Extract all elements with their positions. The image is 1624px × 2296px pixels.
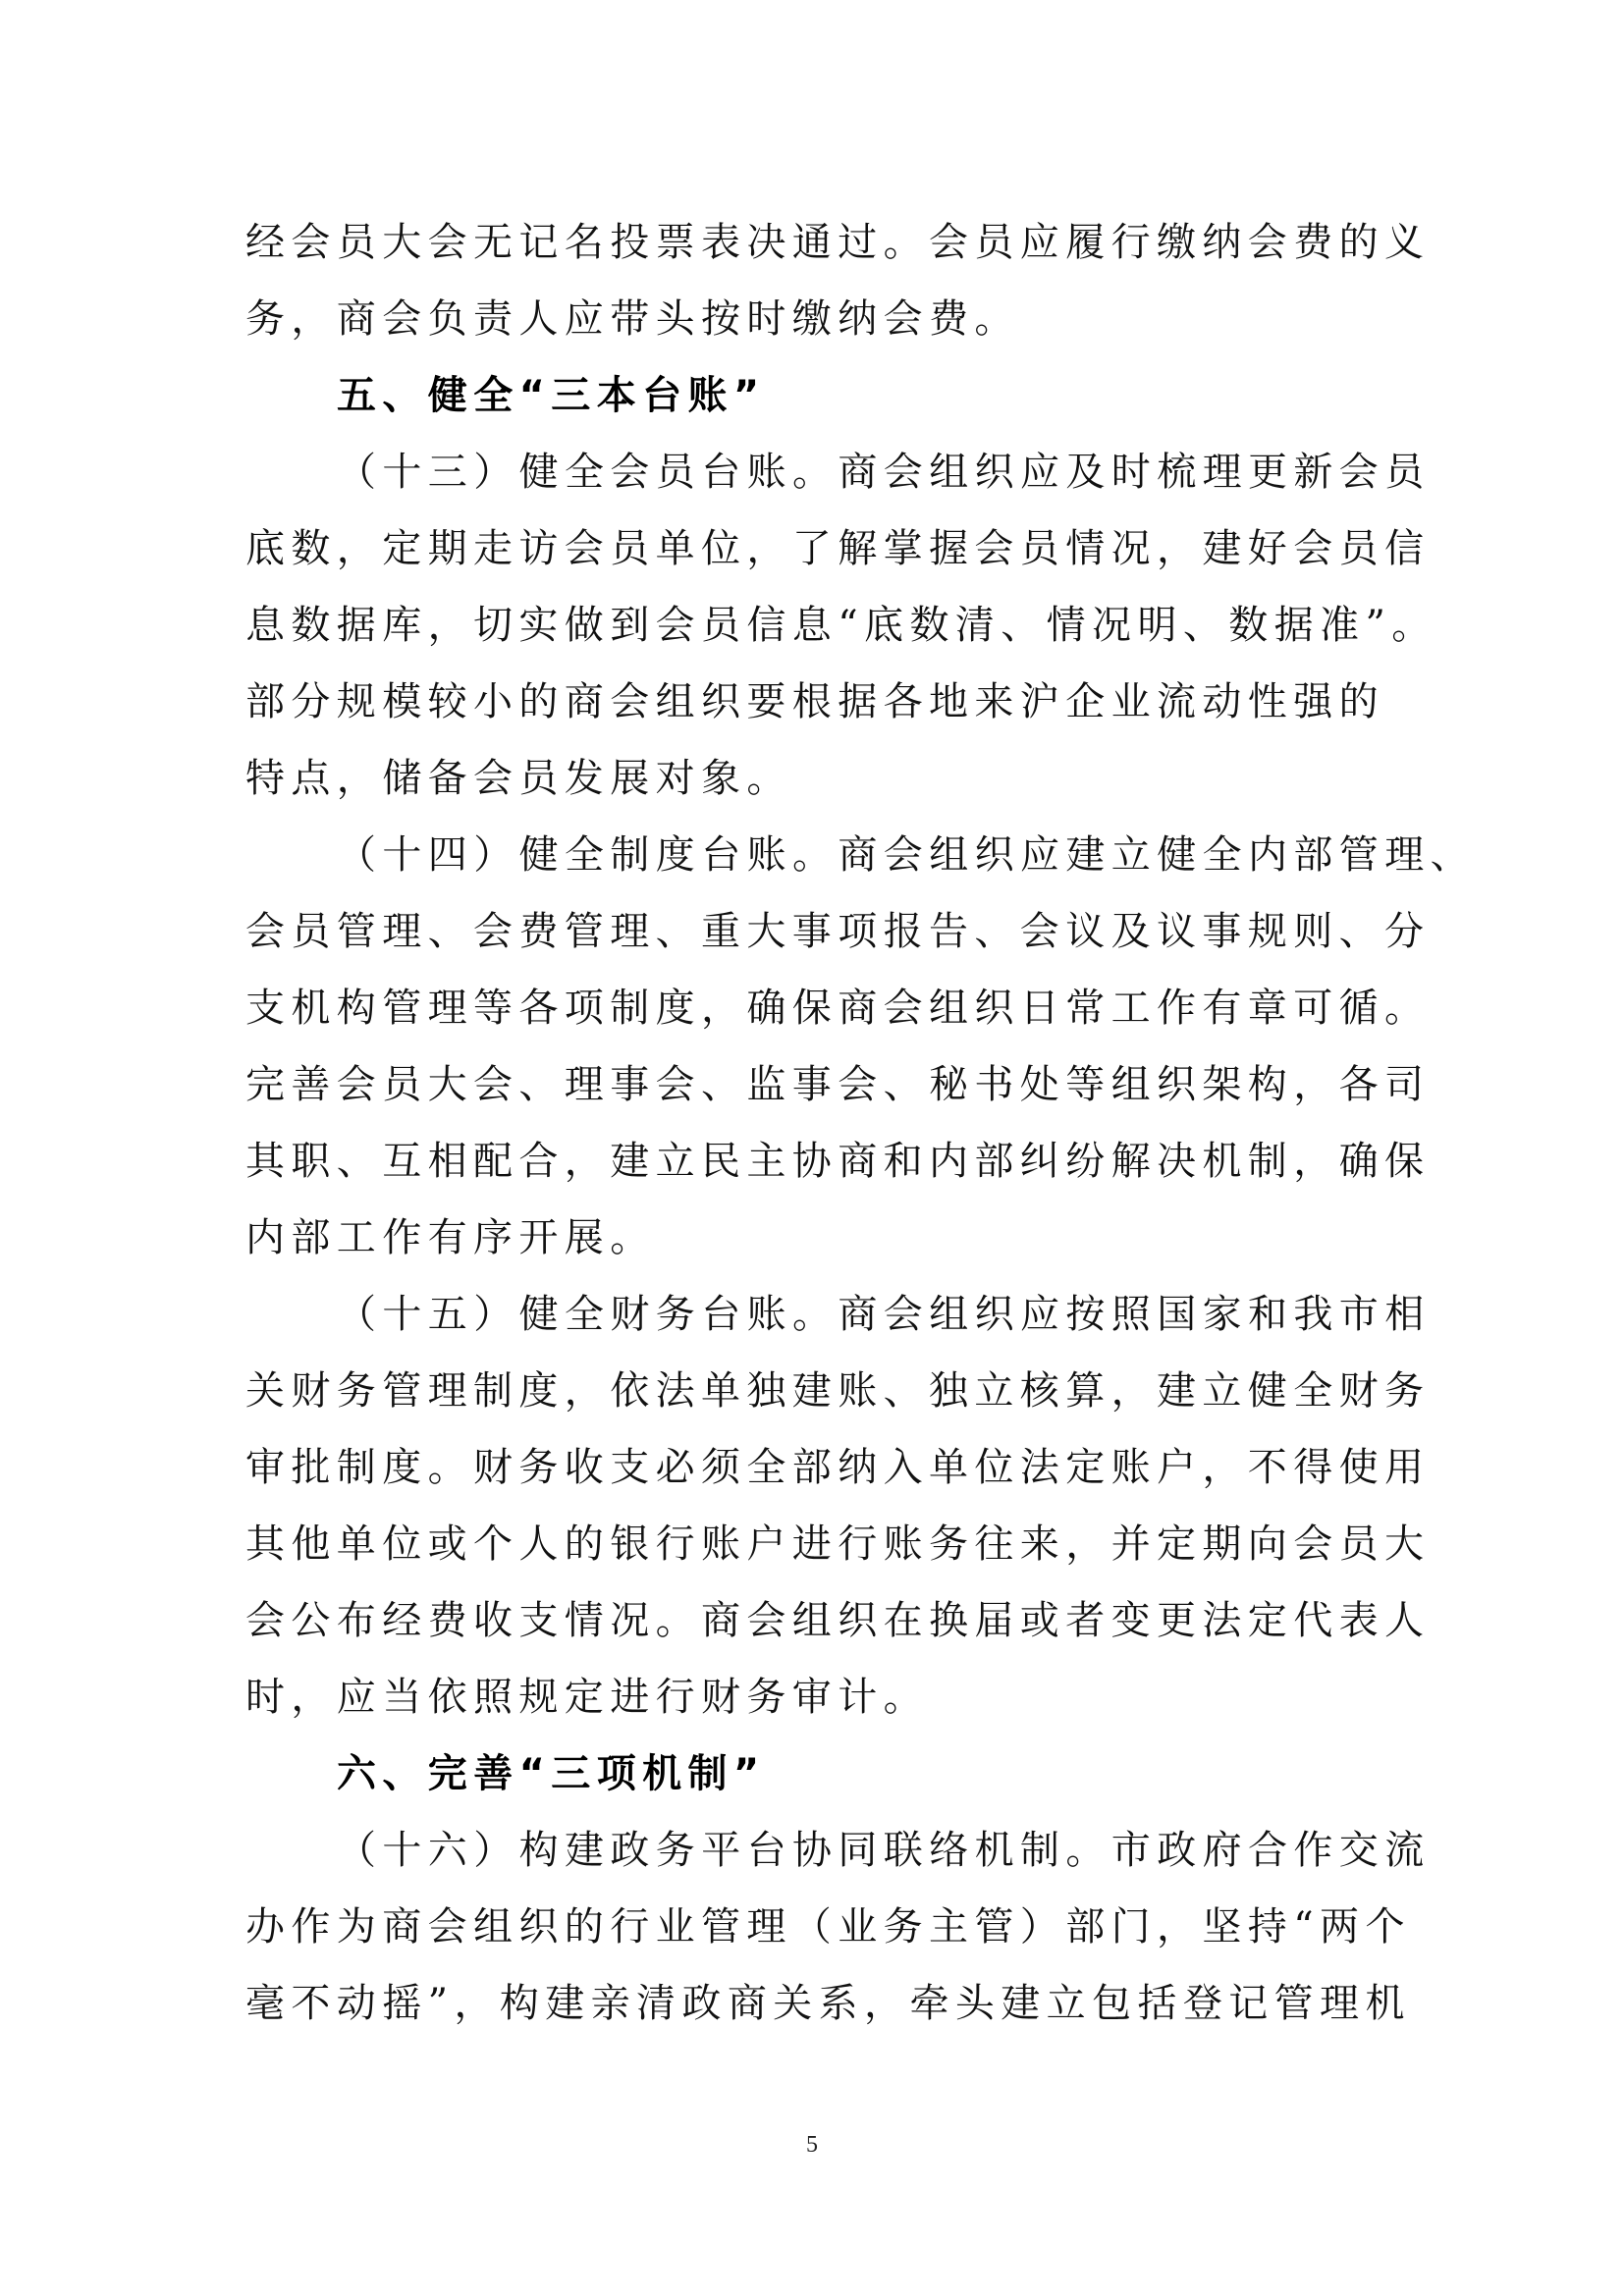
body-line: 息数据库，切实做到会员信息“底数清、情况明、数据准”。	[245, 603, 1437, 648]
body-line: 内部工作有序开展。	[245, 1215, 656, 1260]
body-line: 支机构管理等各项制度，确保商会组织日常工作有章可循。	[245, 986, 1431, 1031]
document-body	[245, 204, 1476, 2042]
body-line: 部分规模较小的商会组织要根据各地来沪企业流动性强的	[245, 679, 1384, 724]
body-line: 审批制度。财务收支必须全部纳入单位法定账户，不得使用	[245, 1445, 1431, 1490]
body-line: 经会员大会无记名投票表决通过。会员应履行缴纳会费的义	[245, 220, 1431, 265]
body-line: 时，应当依照规定进行财务审计。	[245, 1675, 929, 1720]
body-line: 关财务管理制度，依法单独建账、独立核算，建立健全财务	[245, 1368, 1431, 1414]
body-line: 办作为商会组织的行业管理（业务主管）部门，坚持“两个	[245, 1904, 1411, 1949]
section-heading-six: 六、完善“三项机制”	[337, 1751, 766, 1796]
body-line: 完善会员大会、理事会、监事会、秘书处等组织架构，各司	[245, 1062, 1431, 1107]
paragraph-15-start: （十五）健全财务台账。商会组织应按照国家和我市相	[337, 1292, 1431, 1337]
body-line: 其他单位或个人的银行账户进行账务往来，并定期向会员大	[245, 1522, 1431, 1567]
paragraph-16-start: （十六）构建政务平台协同联络机制。市政府合作交流	[337, 1828, 1431, 1873]
body-line: 其职、互相配合，建立民主协商和内部纠纷解决机制，确保	[245, 1139, 1431, 1184]
body-line: 务，商会负责人应带头按时缴纳会费。	[245, 296, 1020, 342]
body-line: 毫不动摇”，构建亲清政商关系，牵头建立包括登记管理机	[245, 1981, 1411, 2026]
paragraph-13-start: （十三）健全会员台账。商会组织应及时梳理更新会员	[337, 450, 1431, 495]
body-line: 会员管理、会费管理、重大事项报告、会议及议事规则、分	[245, 909, 1431, 954]
body-line: 会公布经费收支情况。商会组织在换届或者变更法定代表人	[245, 1598, 1431, 1643]
paragraph-14-start: （十四）健全制度台账。商会组织应建立健全内部管理、	[337, 832, 1476, 878]
page-number: 5	[806, 2132, 818, 2158]
section-heading-five: 五、健全“三本台账”	[337, 373, 766, 418]
body-line: 底数，定期走访会员单位，了解掌握会员情况，建好会员信	[245, 526, 1431, 571]
body-line: 特点，储备会员发展对象。	[245, 756, 792, 801]
